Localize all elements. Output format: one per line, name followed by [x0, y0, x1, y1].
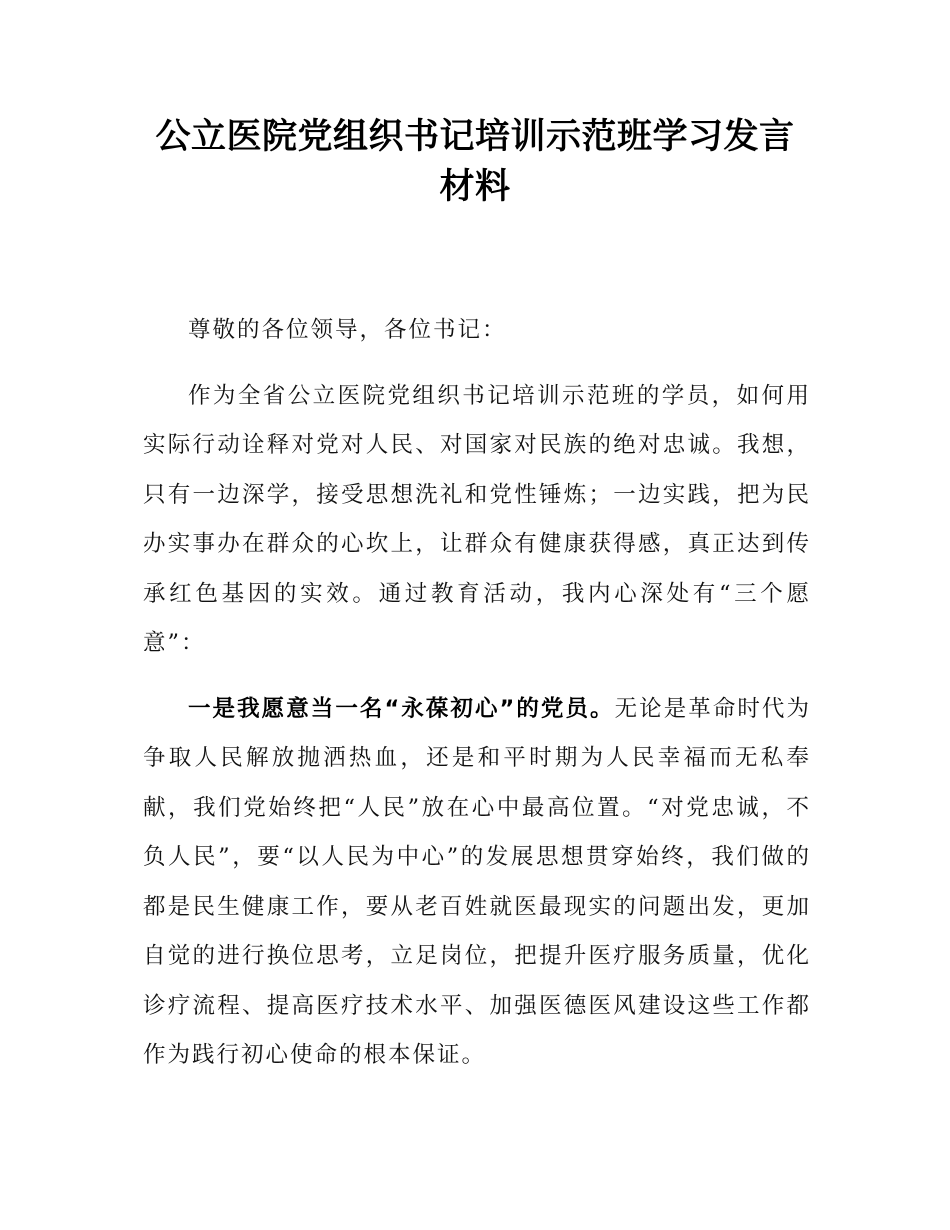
paragraph-intro [143, 372, 811, 669]
greeting: 尊敬的各位领导，各位书记： [188, 317, 507, 343]
document-body [143, 306, 811, 1081]
paragraph-first-point [143, 685, 811, 1081]
paragraph-intro-text: 作为全省公立医院党组织书记培训示范班的学员，如何用实际行动诠释对党对人民、对国家对民族的绝对忠诚。我想，只有一边深学，接受思想洗礼和党性锤炼；一边实践，把为民办实事办在群众的心坎上，让群众有健康获得感，真正达到传承红色基因的实效。通过教育活动，我内心深处有“三个愿意”： [143, 382, 811, 656]
paragraph-first-point-text: 无论是革命时代为争取人民解放抛洒热血，还是和平时期为人民幸福而无私奉献，我们党始终把“人民”放在心中最高位置。“对党忠诚，不负人民”，要“以人民为中心”的发展思想贯穿始终，我们做的都是民生健康工作，要从老百姓就医最现实的问题出发，更加自觉的进行换位思考，立足岗位，把提升医疗服务质量，优化诊疗流程、提高医疗技术水平、加强医德医风建设这些工作都作为践行初心使命的根本保证。 [143, 695, 811, 1068]
document-title: 公立医院党组织书记培训示范班学习发言材料 [155, 117, 795, 207]
paragraph-lead-heading: 一是我愿意当一名“永葆初心”的党员。 [188, 695, 615, 722]
